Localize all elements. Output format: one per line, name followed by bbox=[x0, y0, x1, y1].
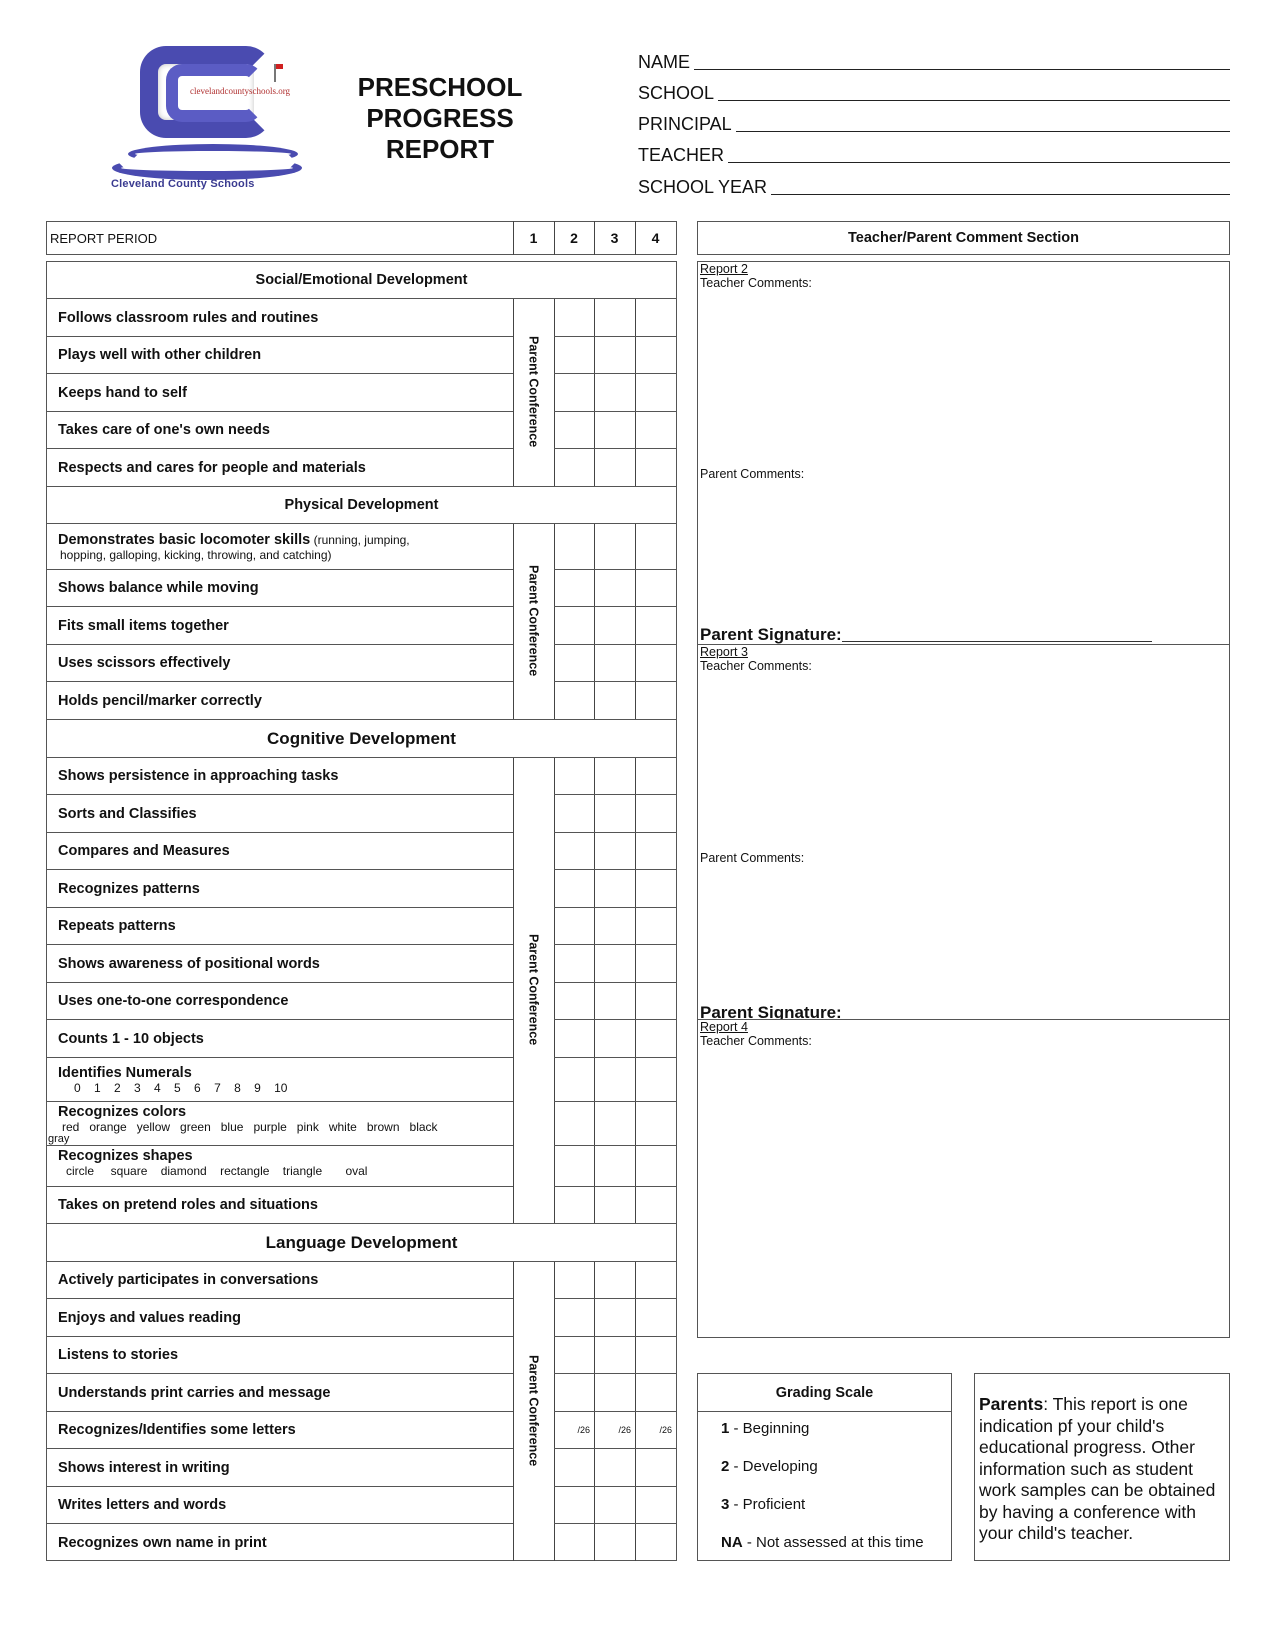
parent-comments-label: Parent Comments: bbox=[700, 851, 805, 865]
rating-cell-period-2[interactable] bbox=[554, 869, 594, 907]
rating-cell-period-4[interactable] bbox=[635, 869, 676, 907]
skill-row bbox=[47, 645, 513, 681]
rating-cell-period-3[interactable] bbox=[594, 448, 635, 486]
skill-row bbox=[47, 945, 513, 982]
report-4-teacher-comments[interactable] bbox=[700, 1053, 1225, 1333]
parent-conference-text: Parent Conference bbox=[526, 934, 541, 1046]
skill-row bbox=[47, 412, 513, 448]
rating-cell-period-2[interactable] bbox=[554, 832, 594, 869]
rating-cell-period-3[interactable] bbox=[594, 681, 635, 719]
parent-comments-label: Parent Comments: bbox=[700, 467, 805, 481]
skill-row bbox=[47, 1412, 513, 1448]
grading-scale-title: Grading Scale bbox=[775, 1384, 874, 1401]
skill-label: Demonstrates basic locomoter skills bbox=[58, 531, 311, 548]
skill-sub-overflow: gray bbox=[48, 1133, 70, 1145]
skill-row bbox=[47, 983, 513, 1019]
rating-cell-period-4[interactable] bbox=[635, 448, 676, 486]
skill-label: Recognizes colors bbox=[58, 1104, 187, 1120]
rating-cell-period-3[interactable] bbox=[594, 794, 635, 832]
rating-cell-period-4[interactable] bbox=[635, 1261, 676, 1298]
skill-row bbox=[47, 908, 513, 944]
rating-cell-period-4[interactable] bbox=[635, 1336, 676, 1373]
rating-cell-period-3[interactable] bbox=[594, 869, 635, 907]
parent-conference-text: Parent Conference bbox=[526, 565, 541, 677]
grade-code: 2 bbox=[721, 1458, 730, 1475]
skill-label: Recognizes shapes bbox=[58, 1148, 193, 1164]
parent-signature-label: Parent Signature: bbox=[700, 1003, 842, 1020]
rating-cell-period-2[interactable] bbox=[554, 1145, 594, 1186]
teacher-comments-label: Teacher Comments: bbox=[700, 276, 812, 290]
report-period-label: REPORT PERIOD bbox=[50, 230, 158, 246]
principal-label: PRINCIPAL bbox=[638, 114, 732, 134]
skill-row bbox=[47, 758, 513, 794]
parent-signature-label: Parent Signature: bbox=[700, 625, 842, 644]
rating-cell-period-4[interactable] bbox=[635, 681, 676, 719]
rating-cell-period-2[interactable] bbox=[554, 298, 594, 336]
skill-sub: red orange yellow green blue purple pink white brown black bbox=[62, 1120, 438, 1134]
rating-cell-period-2[interactable] bbox=[554, 794, 594, 832]
skill-label: Holds pencil/marker correctly bbox=[58, 692, 262, 709]
rating-cell-period-2[interactable] bbox=[554, 944, 594, 982]
report-3-block bbox=[700, 645, 1220, 673]
title-line: PRESCHOOL bbox=[357, 72, 523, 102]
grading-divider bbox=[697, 1411, 952, 1412]
teacher-comments-label: Teacher Comments: bbox=[700, 659, 812, 673]
skill-label: Uses one-to-one correspondence bbox=[58, 993, 289, 1009]
skill-row bbox=[47, 1449, 513, 1486]
skill-label: Keeps hand to self bbox=[58, 384, 187, 401]
schoolhouse-flag-icon bbox=[274, 64, 276, 82]
grade-item bbox=[721, 1458, 818, 1475]
skill-label: Takes on pretend roles and situations bbox=[58, 1197, 318, 1213]
rating-cell-period-2[interactable] bbox=[554, 569, 594, 606]
teacher-comments-label: Teacher Comments: bbox=[700, 1034, 812, 1048]
skill-label: Enjoys and values reading bbox=[58, 1309, 241, 1326]
skill-label: Follows classroom rules and routines bbox=[58, 309, 319, 326]
grade-text: - Not assessed at this time bbox=[742, 1534, 924, 1551]
skill-label: Sorts and Classifies bbox=[58, 805, 197, 822]
logo-school-name: Cleveland County Schools bbox=[111, 178, 255, 190]
rating-cell-period-3[interactable] bbox=[594, 644, 635, 681]
rating-cell-period-2[interactable] bbox=[554, 523, 594, 569]
skill-label: Takes care of one's own needs bbox=[58, 422, 270, 438]
period-3-header: 3 bbox=[610, 230, 619, 246]
rating-cell-period-2[interactable] bbox=[554, 1373, 594, 1411]
school-year-label: SCHOOL YEAR bbox=[638, 177, 768, 197]
report-3-signature[interactable] bbox=[700, 1003, 842, 1020]
rating-cell-period-3[interactable] bbox=[594, 523, 635, 569]
skill-row bbox=[47, 524, 513, 569]
logo-url-text: clevelandcountyschools.org bbox=[190, 86, 291, 96]
page-title bbox=[340, 72, 540, 165]
skill-label: Writes letters and words bbox=[58, 1497, 227, 1513]
skill-row bbox=[47, 1374, 513, 1411]
skill-label: Counts 1 - 10 objects bbox=[58, 1030, 204, 1047]
rating-cell-period-3[interactable] bbox=[594, 606, 635, 644]
rating-cell-period-3[interactable] bbox=[594, 1261, 635, 1298]
skill-row bbox=[47, 1299, 513, 1336]
teacher-field[interactable] bbox=[638, 137, 1230, 165]
skill-row bbox=[47, 1487, 513, 1523]
comment-section-header: Teacher/Parent Comment Section bbox=[697, 221, 1230, 255]
skill-label: Shows interest in writing bbox=[58, 1459, 230, 1476]
parent-note-box bbox=[974, 1373, 1230, 1561]
skill-label: Shows awareness of positional words bbox=[58, 955, 320, 972]
principal-input-line[interactable] bbox=[736, 113, 1230, 132]
school-field[interactable] bbox=[638, 75, 1230, 103]
rating-cell-period-3[interactable] bbox=[594, 944, 635, 982]
report-3-teacher-comments[interactable] bbox=[700, 678, 1225, 848]
skill-label: Uses scissors effectively bbox=[58, 655, 231, 671]
rating-cell-period-3[interactable] bbox=[594, 336, 635, 373]
rating-cell-period-4[interactable] bbox=[635, 1523, 676, 1561]
rating-cell-period-3[interactable] bbox=[594, 1145, 635, 1186]
school-year-field[interactable] bbox=[638, 169, 1230, 197]
rating-cell-period-2[interactable] bbox=[554, 336, 594, 373]
rating-cell-period-2[interactable] bbox=[554, 1448, 594, 1486]
rating-cell-period-4[interactable] bbox=[635, 644, 676, 681]
skill-row bbox=[47, 337, 513, 373]
grade-code: 1 bbox=[721, 1420, 730, 1437]
report-3-parent-comments[interactable] bbox=[700, 870, 1225, 1000]
rating-cell-period-4[interactable] bbox=[635, 606, 676, 644]
rating-cell-period-3[interactable] bbox=[594, 1523, 635, 1561]
report-2-signature[interactable] bbox=[700, 625, 1152, 645]
rating-cell-period-2[interactable] bbox=[554, 1523, 594, 1561]
skill-row bbox=[47, 1337, 513, 1373]
skill-label: Recognizes patterns bbox=[58, 880, 200, 897]
rating-cell-period-3[interactable] bbox=[594, 373, 635, 411]
period-2-header: 2 bbox=[570, 230, 578, 246]
report-2-block bbox=[700, 262, 1220, 290]
rating-cell-period-2[interactable] bbox=[554, 907, 594, 944]
rating-cell-period-4[interactable] bbox=[635, 832, 676, 869]
rating-cell-period-3[interactable] bbox=[594, 1057, 635, 1101]
rating-cell-period-2[interactable] bbox=[554, 982, 594, 1019]
parent-conference-label bbox=[513, 757, 554, 1223]
parent-note-heading: Parents bbox=[979, 1394, 1044, 1414]
rating-cell-period-4[interactable] bbox=[635, 523, 676, 569]
rating-cell-period-2[interactable] bbox=[554, 1261, 594, 1298]
section-header-physical: Physical Development bbox=[284, 497, 439, 513]
grade-item bbox=[721, 1496, 805, 1513]
rating-cell-period-2[interactable] bbox=[554, 1186, 594, 1223]
grade-text: - Developing bbox=[729, 1458, 818, 1475]
grade-item bbox=[721, 1534, 924, 1551]
skill-label: Respects and cares for people and materials bbox=[58, 459, 366, 476]
rating-cell-period-4[interactable] bbox=[635, 411, 676, 448]
title-line: PROGRESS bbox=[366, 103, 514, 133]
rating-cell-period-4[interactable] bbox=[635, 1101, 676, 1145]
rating-cell-period-2[interactable] bbox=[554, 373, 594, 411]
rating-cell-period-3[interactable] bbox=[594, 907, 635, 944]
school-logo bbox=[108, 44, 308, 194]
skill-label: Recognizes/Identifies some letters bbox=[58, 1422, 296, 1438]
rating-cell-period-4[interactable] bbox=[635, 1057, 676, 1101]
skill-row bbox=[47, 1058, 513, 1101]
skill-label: Fits small items together bbox=[58, 617, 229, 634]
rating-cell-period-4[interactable] bbox=[635, 1019, 676, 1057]
report-2-teacher-comments[interactable] bbox=[700, 295, 1225, 465]
name-input-line[interactable] bbox=[694, 51, 1230, 70]
parent-note-text: : This report is one indication pf your child's educational progress. Other information such as student work samples can be obtained by having a conference with your child's teacher. bbox=[979, 1394, 1216, 1543]
skill-label: Understands print carries and message bbox=[58, 1384, 331, 1401]
report-2-heading: Report 2 bbox=[700, 262, 748, 276]
rating-cell-period-4[interactable] bbox=[635, 944, 676, 982]
school-input-line[interactable] bbox=[718, 82, 1230, 101]
skill-sub: hopping, galloping, kicking, throwing, and catching) bbox=[60, 547, 332, 562]
skill-sub: 0 1 2 3 4 5 6 7 8 9 10 bbox=[74, 1080, 288, 1095]
rating-cell-period-4[interactable] bbox=[635, 1145, 676, 1186]
principal-field[interactable] bbox=[638, 106, 1230, 134]
rating-cell-period-4[interactable] bbox=[635, 982, 676, 1019]
rating-cell-period-3[interactable] bbox=[594, 1448, 635, 1486]
skill-row bbox=[47, 449, 513, 486]
rating-cell-period-4[interactable] bbox=[635, 1186, 676, 1223]
rating-cell-period-4[interactable] bbox=[635, 298, 676, 336]
rating-cell-period-2[interactable] bbox=[554, 1057, 594, 1101]
parent-conference-label bbox=[513, 298, 554, 486]
title-line: REPORT bbox=[385, 134, 495, 164]
logo-s-bottom-shape bbox=[112, 156, 302, 180]
grade-code: NA bbox=[721, 1534, 743, 1551]
grade-item bbox=[721, 1420, 809, 1437]
rating-cell-period-2[interactable] bbox=[554, 411, 594, 448]
letters-period-2-note[interactable]: /26 bbox=[577, 1425, 590, 1435]
skill-row bbox=[47, 1146, 513, 1186]
rating-cell-period-4[interactable] bbox=[635, 1486, 676, 1523]
skill-row bbox=[47, 795, 513, 832]
parent-conference-label bbox=[513, 1261, 554, 1561]
grade-code: 3 bbox=[721, 1496, 730, 1513]
skill-row bbox=[47, 570, 513, 606]
period-1-header: 1 bbox=[529, 230, 538, 246]
rating-cell-period-3[interactable] bbox=[594, 832, 635, 869]
rating-cell-period-3[interactable] bbox=[594, 411, 635, 448]
teacher-input-line[interactable] bbox=[728, 144, 1230, 163]
name-field[interactable] bbox=[638, 44, 1230, 72]
rating-cell-period-2[interactable] bbox=[554, 1019, 594, 1057]
skill-row bbox=[47, 1187, 513, 1223]
parent-conference-text: Parent Conference bbox=[526, 1355, 541, 1467]
letters-period-4-note[interactable]: /26 bbox=[659, 1425, 672, 1435]
rating-cell-period-4[interactable] bbox=[635, 336, 676, 373]
rating-cell-period-3[interactable] bbox=[594, 1373, 635, 1411]
rating-cell-period-3[interactable] bbox=[594, 1101, 635, 1145]
period-4-header: 4 bbox=[651, 230, 660, 246]
rating-cell-period-3[interactable] bbox=[594, 982, 635, 1019]
rating-cell-period-2[interactable] bbox=[554, 1101, 594, 1145]
skill-row bbox=[47, 870, 513, 907]
rating-cell-period-2[interactable] bbox=[554, 681, 594, 719]
rating-cell-period-2[interactable] bbox=[554, 757, 594, 794]
report-3-heading: Report 3 bbox=[700, 645, 748, 659]
rating-cell-period-4[interactable] bbox=[635, 1448, 676, 1486]
rating-cell-period-3[interactable] bbox=[594, 1019, 635, 1057]
skill-row bbox=[47, 1524, 513, 1561]
rating-cell-period-2[interactable] bbox=[554, 1486, 594, 1523]
skill-label: Shows balance while moving bbox=[58, 580, 259, 596]
grade-text: - Beginning bbox=[729, 1420, 810, 1437]
grade-text: - Proficient bbox=[729, 1496, 806, 1513]
skill-label: Compares and Measures bbox=[58, 843, 230, 859]
rating-cell-period-3[interactable] bbox=[594, 298, 635, 336]
rating-cell-period-3[interactable] bbox=[594, 1336, 635, 1373]
rating-cell-period-4[interactable] bbox=[635, 1373, 676, 1411]
rating-cell-period-3[interactable] bbox=[594, 757, 635, 794]
skill-row bbox=[47, 682, 513, 719]
parent-conference-label bbox=[513, 523, 554, 719]
skill-label: Shows persistence in approaching tasks bbox=[58, 768, 339, 784]
rating-cell-period-3[interactable] bbox=[594, 1486, 635, 1523]
skill-label-line bbox=[58, 532, 513, 548]
skill-label: Listens to stories bbox=[58, 1347, 179, 1363]
signature-line[interactable] bbox=[842, 641, 1152, 642]
skill-sub: circle square diamond rectangle triangle oval bbox=[66, 1164, 368, 1178]
rating-cell-period-2[interactable] bbox=[554, 606, 594, 644]
report-2-parent-comments[interactable] bbox=[700, 485, 1225, 625]
skill-note: (running, jumping, bbox=[310, 532, 410, 547]
letters-period-3-note[interactable]: /26 bbox=[618, 1425, 631, 1435]
skill-label: Actively participates in conversations bbox=[58, 1272, 319, 1288]
skill-label: Plays well with other children bbox=[58, 347, 262, 363]
school-year-input-line[interactable] bbox=[771, 176, 1230, 195]
name-label: NAME bbox=[638, 52, 691, 72]
rating-cell-period-3[interactable] bbox=[594, 1186, 635, 1223]
skill-row bbox=[47, 374, 513, 411]
rating-cell-period-4[interactable] bbox=[635, 757, 676, 794]
skill-row bbox=[47, 607, 513, 644]
report-4-block bbox=[700, 1020, 1220, 1048]
skill-label: Repeats patterns bbox=[58, 918, 176, 934]
skill-row bbox=[47, 1020, 513, 1057]
teacher-label: TEACHER bbox=[638, 145, 725, 165]
skill-row bbox=[47, 1102, 513, 1145]
rating-cell-period-2[interactable] bbox=[554, 448, 594, 486]
rating-cell-period-3[interactable] bbox=[594, 1298, 635, 1336]
rating-cell-period-3[interactable] bbox=[594, 569, 635, 606]
rating-cell-period-2[interactable] bbox=[554, 644, 594, 681]
school-label: SCHOOL bbox=[638, 83, 715, 103]
skill-row bbox=[47, 299, 513, 336]
rating-cell-period-4[interactable] bbox=[635, 794, 676, 832]
rating-cell-period-4[interactable] bbox=[635, 1298, 676, 1336]
report-4-heading: Report 4 bbox=[700, 1020, 748, 1034]
section-header-social-emotional: Social/Emotional Development bbox=[255, 272, 468, 288]
rating-cell-period-2[interactable] bbox=[554, 1298, 594, 1336]
skill-label: Identifies Numerals bbox=[58, 1064, 192, 1081]
skill-row bbox=[47, 833, 513, 869]
parent-conference-text: Parent Conference bbox=[526, 336, 541, 448]
skill-label: Recognizes own name in print bbox=[58, 1534, 267, 1551]
rating-cell-period-4[interactable] bbox=[635, 907, 676, 944]
section-header-language: Language Development bbox=[265, 1232, 458, 1252]
section-header-cognitive: Cognitive Development bbox=[267, 728, 456, 748]
rating-cell-period-2[interactable] bbox=[554, 1336, 594, 1373]
rating-cell-period-4[interactable] bbox=[635, 373, 676, 411]
rating-cell-period-4[interactable] bbox=[635, 569, 676, 606]
skill-row bbox=[47, 1262, 513, 1298]
